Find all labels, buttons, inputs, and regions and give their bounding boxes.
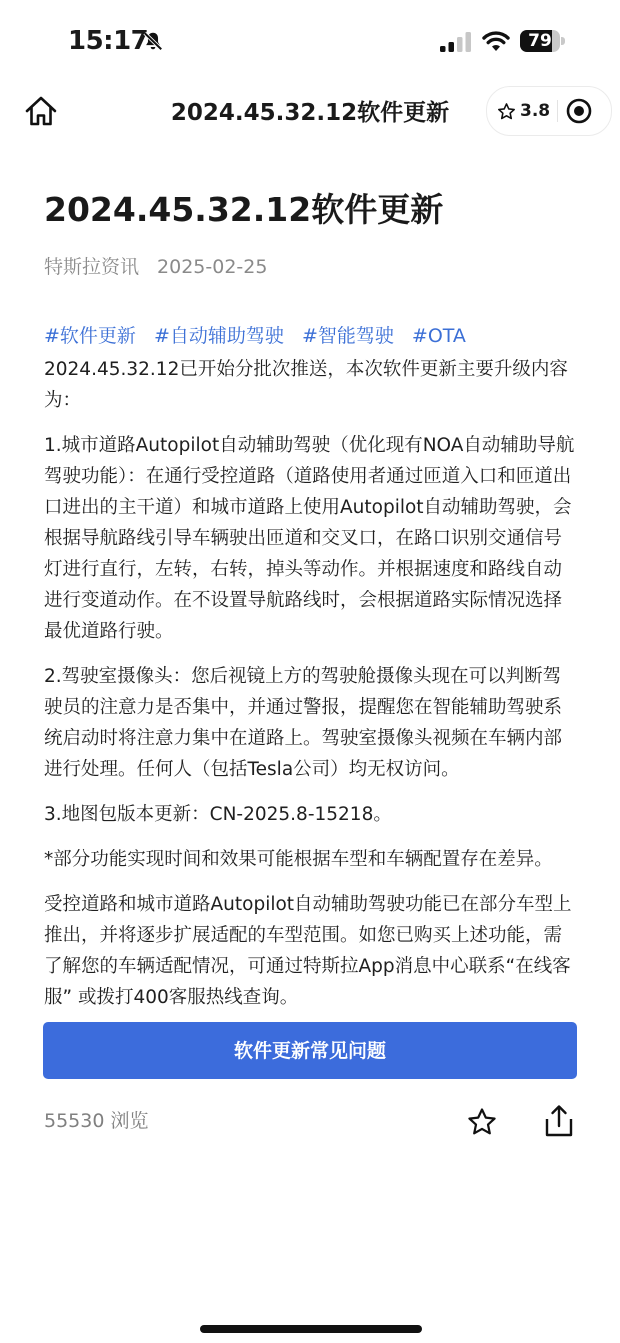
home-indicator <box>200 1325 422 1333</box>
status-bar <box>0 0 620 80</box>
mini-program-capsule <box>486 86 612 136</box>
article-date: 2025-02-25 <box>157 256 268 278</box>
nav-bar <box>0 82 620 138</box>
paragraph-city-autopilot: 1.城市道路Autopilot自动辅助驾驶（优化现有NOA自动辅助导航驾驶功能）：在通行受控道路（道路使用者通过匝道入口和匝道出口进出的主干道）和城市道路上使用Autopilot自动辅助驾驶，会根据导航路线引导车辆驶出匝道和交叉口，在路口识别交通信号灯进行直行，左转，右转，掉头等动作。并根据速度和路线自动进行变道动作。在不设置导航路线时，会根据道路实际情况选择最优道路行驶。 <box>44 435 575 642</box>
rating-button[interactable] <box>497 87 550 135</box>
tag-smart-driving[interactable]: #智能驾驶 <box>301 325 394 347</box>
tag-software-update[interactable]: #软件更新 <box>44 325 136 347</box>
wifi-icon <box>481 30 511 52</box>
article-title: 2024.45.32.12软件更新 <box>44 190 444 229</box>
share-icon[interactable] <box>543 1104 575 1138</box>
battery-indicator <box>520 30 566 52</box>
capsule-divider <box>557 100 558 122</box>
paragraph-availability: 受控道路和城市道路Autopilot自动辅助驾驶功能已在部分车型上推出，并将逐步扩展适配的车型范围。如您已购买上述功能，需了解您的车辆适配情况，可通过特斯拉App消息中心联系“在线客服” 或拨打400客服热线查询。 <box>44 894 572 1008</box>
star-icon <box>497 102 516 121</box>
article-meta <box>44 252 578 279</box>
article-source: 特斯拉资讯 <box>44 256 140 278</box>
tag-list <box>44 321 578 348</box>
tag-ota[interactable]: #OTA <box>411 325 466 347</box>
paragraph-disclaimer: *部分功能实现时间和效果可能根据车型和车辆配置存在差异。 <box>44 849 553 870</box>
battery-percent: 79 <box>528 31 552 51</box>
target-icon[interactable] <box>565 97 593 125</box>
faq-button[interactable]: 软件更新常见问题 <box>43 1022 577 1079</box>
rating-value: 3.8 <box>520 101 551 121</box>
favorite-star-icon[interactable] <box>466 1106 498 1138</box>
article <box>44 188 578 1013</box>
bell-slash-icon <box>142 30 164 52</box>
view-count: 55530 浏览 <box>44 1110 149 1132</box>
cellular-signal-icon <box>440 32 472 52</box>
nav-title: 2024.45.32.12软件更新 <box>170 100 450 126</box>
paragraph-intro: 2024.45.32.12已开始分批次推送，本次软件更新主要升级内容为： <box>44 359 568 411</box>
status-time: 15:17 <box>68 26 149 56</box>
tag-autopilot[interactable]: #自动辅助驾驶 <box>153 325 284 347</box>
paragraph-cabin-camera: 2.驾驶室摄像头：您后视镜上方的驾驶舱摄像头现在可以判断驾驶员的注意力是否集中，并通过警报，提醒您在智能辅助驾驶系统启动时将注意力集中在道路上。驾驶室摄像头视频在车辆内部进行处理。任何人（包括Tesla公司）均无权访问。 <box>44 666 563 780</box>
paragraph-map-update: 3.地图包版本更新：CN-2025.8-15218。 <box>44 804 392 825</box>
